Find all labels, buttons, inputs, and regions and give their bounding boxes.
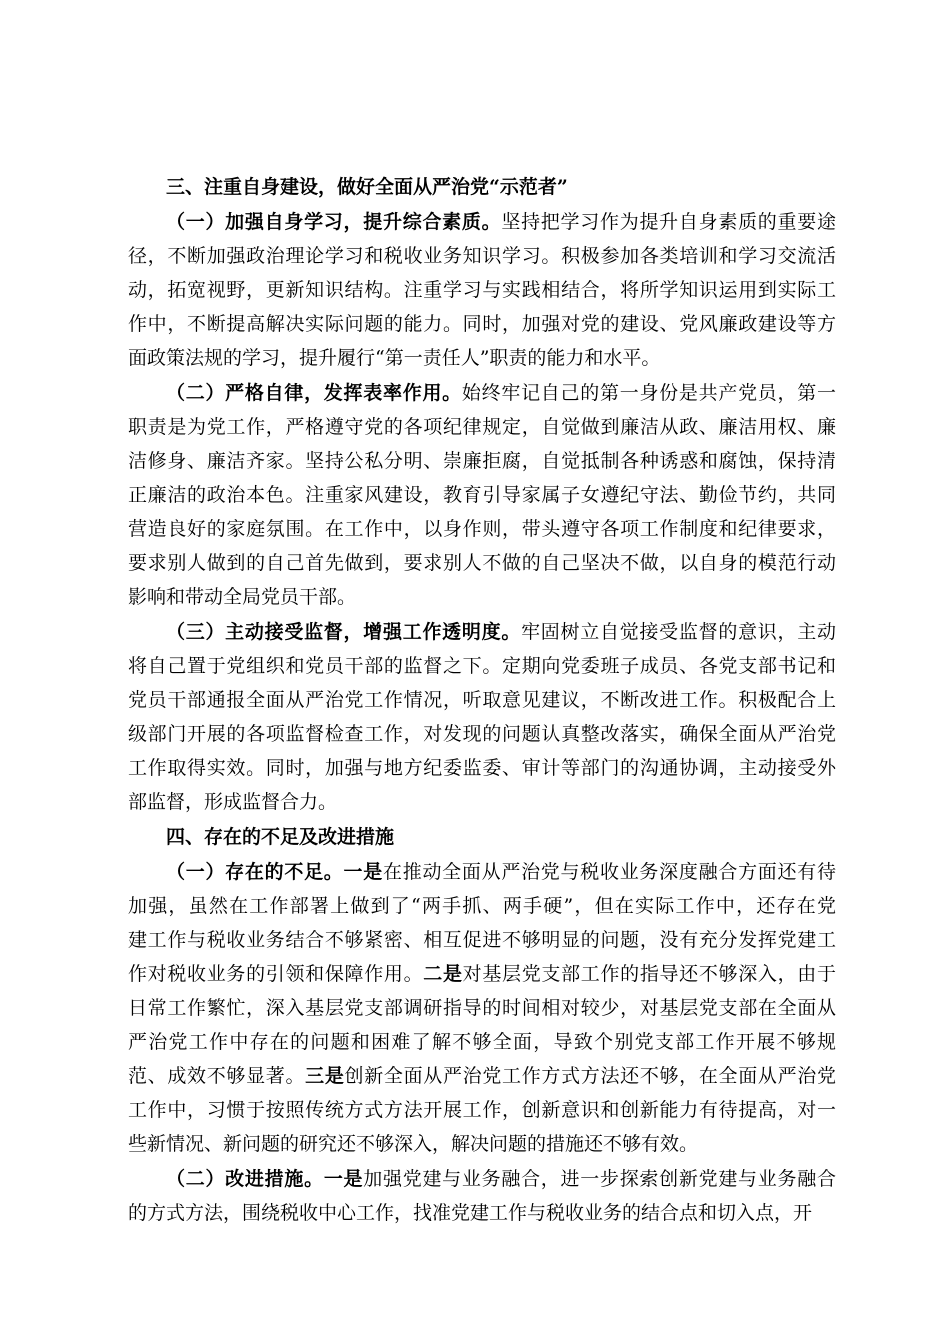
text-line — [128, 341, 836, 375]
section-heading: 四、存在的不足及改进措施 — [166, 826, 395, 848]
paragraph — [128, 376, 836, 614]
text-line — [128, 1196, 836, 1230]
text-line — [128, 957, 836, 991]
text-run: 的方式方法，围绕税收中心工作，找准党建工作与税收业务的结合点和切入点，开 — [128, 1202, 813, 1224]
text-run: 加强党建与业务融合，进一步探索创新党建与业务融合 — [363, 1168, 836, 1190]
text-run: 作对税收业务的引领和保障作用。 — [128, 963, 424, 985]
text-line — [128, 1162, 836, 1196]
document-body — [128, 170, 836, 1231]
text-run: 牢固树立自觉接受监督的意识，主动 — [521, 621, 836, 643]
text-line — [128, 1127, 836, 1161]
text-line — [128, 273, 836, 307]
text-line — [128, 512, 836, 546]
bold-run: 二是 — [423, 963, 463, 985]
text-line — [128, 580, 836, 614]
text-run: 正廉洁的政治本色。注重家风建设，教育引导家属子女遵纪守法、勤俭节约，共同 — [128, 484, 836, 506]
text-run: 些新情况、新问题的研究还不够深入，解决问题的措施还不够有效。 — [128, 1133, 699, 1155]
paragraph — [128, 855, 836, 1161]
text-line — [128, 615, 836, 649]
bold-run: 一是 — [323, 1168, 364, 1190]
text-run: 动，拓宽视野，更新知识结构。注重学习与实践相结合，将所学知识运用到实际工 — [128, 279, 836, 301]
text-run: 在推动全面从严治党与税收业务深度融合方面还有待 — [383, 861, 836, 883]
text-line — [128, 376, 836, 410]
text-line — [128, 444, 836, 478]
text-line — [128, 205, 836, 239]
bold-run: 三是 — [305, 1065, 345, 1087]
bold-run: （一）存在的不足。 — [166, 861, 344, 883]
text-line — [128, 546, 836, 580]
text-run: 坚持把学习作为提升自身素质的重要途 — [501, 211, 836, 233]
text-run: 工作中，习惯于按照传统方式方法开展工作，创新意识和创新能力有待提高，对一 — [128, 1099, 836, 1121]
text-line — [128, 751, 836, 785]
text-line — [128, 239, 836, 273]
paragraph — [128, 615, 836, 819]
text-line — [128, 889, 836, 923]
text-line — [128, 478, 836, 512]
text-line — [128, 683, 836, 717]
section-heading: 三、注重自身建设，做好全面从严治党“示范者” — [166, 176, 568, 198]
text-line — [128, 1025, 836, 1059]
text-run: 要求别人做到的自己首先做到，要求别人不做的自己坚决不做，以自身的模范行动 — [128, 552, 836, 574]
text-run: 职责是为党工作，严格遵守党的各项纪律规定，自觉做到廉洁从政、廉洁用权、廉 — [128, 416, 836, 438]
text-run: 创新全面从严治党工作方式方法还不够，在全面从严治党 — [344, 1065, 836, 1087]
text-run: 面政策法规的学习，提升履行“第一责任人”职责的能力和水平。 — [128, 347, 661, 369]
bold-run: （一）加强自身学习，提升综合素质。 — [166, 211, 502, 233]
text-run: 始终牢记自己的第一身份是共产党员，第一 — [461, 382, 836, 404]
paragraph — [128, 205, 836, 375]
text-line — [128, 307, 836, 341]
text-line — [128, 991, 836, 1025]
text-run: 作中，不断提高解决实际问题的能力。同时，加强对党的建设、党风廉政建设等方 — [128, 313, 836, 335]
text-line — [128, 1059, 836, 1093]
text-line — [128, 1093, 836, 1127]
text-run: 营造良好的家庭氛围。在工作中，以身作则，带头遵守各项工作制度和纪律要求， — [128, 518, 836, 540]
bold-run: （二）严格自律，发挥表率作用。 — [166, 382, 462, 404]
text-line — [128, 785, 836, 819]
text-run: 严治党工作中存在的问题和困难了解不够全面，导致个别党支部工作开展不够规 — [128, 1031, 836, 1053]
text-line — [128, 717, 836, 751]
text-run: 日常工作繁忙，深入基层党支部调研指导的时间相对较少，对基层党支部在全面从 — [128, 997, 836, 1019]
text-run: 党员干部通报全面从严治党工作情况，听取意见建议，不断改进工作。积极配合上 — [128, 689, 836, 711]
text-line — [128, 923, 836, 957]
text-line — [128, 855, 836, 889]
text-run: 影响和带动全局党员干部。 — [128, 586, 357, 608]
text-run: 级部门开展的各项监督检查工作，对发现的问题认真整改落实，确保全面从严治党 — [128, 723, 836, 745]
text-run: 建工作与税收业务结合不够紧密、相互促进不够明显的问题，没有充分发挥党建工 — [128, 929, 836, 951]
paragraph — [128, 1162, 836, 1230]
text-run: 将自己置于党组织和党员干部的监督之下。定期向党委班子成员、各党支部书记和 — [128, 655, 836, 677]
text-run: 洁修身、廉洁齐家。坚持公私分明、崇廉拒腐，自觉抵制各种诱惑和腐蚀，保持清 — [128, 450, 836, 472]
text-run: 径，不断加强政治理论学习和税收业务知识学习。积极参加各类培训和学习交流活 — [128, 245, 836, 267]
text-run: 加强，虽然在工作部署上做到了“两手抓、两手硬”，但在实际工作中，还存在党 — [128, 895, 836, 917]
text-run: 对基层党支部工作的指导还不够深入，由于 — [462, 963, 836, 985]
text-run: 范、成效不够显著。 — [128, 1065, 306, 1087]
bold-run: 一是 — [343, 861, 383, 883]
bold-run: （二）改进措施。 — [166, 1168, 324, 1190]
text-run: 部监督，形成监督合力。 — [128, 791, 338, 813]
text-run: 工作取得实效。同时，加强与地方纪委监委、审计等部门的沟通协调，主动接受外 — [128, 757, 836, 779]
text-line — [128, 649, 836, 683]
bold-run: （三）主动接受监督，增强工作透明度。 — [166, 621, 522, 643]
text-line — [128, 410, 836, 444]
